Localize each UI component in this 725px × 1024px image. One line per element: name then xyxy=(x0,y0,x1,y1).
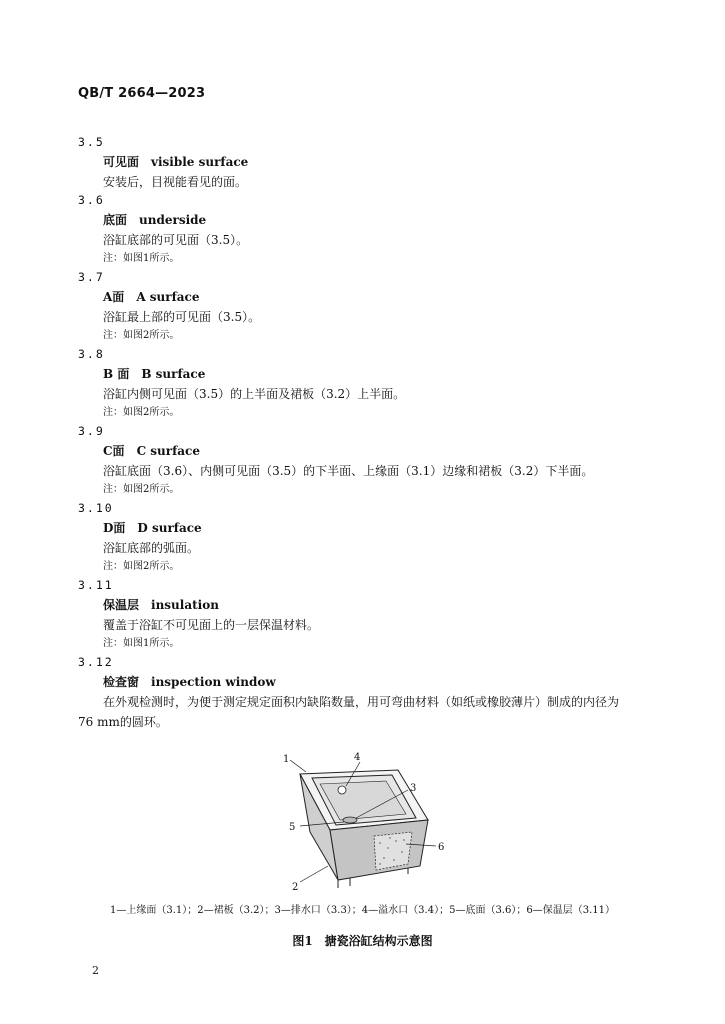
clause-3-10 xyxy=(78,498,658,576)
clause-number: 3.11 xyxy=(78,578,114,592)
callout-1: 1 xyxy=(283,754,290,765)
clause-3-11 xyxy=(78,575,658,653)
term-line xyxy=(78,210,658,230)
note: 注：如图2所示。 xyxy=(103,561,180,572)
callout-2: 2 xyxy=(292,882,299,893)
term-line xyxy=(78,152,658,172)
term-zh: D面 xyxy=(103,521,126,535)
term-en: underside xyxy=(139,213,207,227)
term-en: visible surface xyxy=(151,155,249,169)
term-en: inspection window xyxy=(151,675,276,689)
definition: 浴缸底面（3.6）、内侧可见面（3.5）的下半面、上缘面（3.1）边缘和裙板（3.2）下半面。 xyxy=(103,464,594,478)
drain-outlet xyxy=(343,817,357,823)
clause-3-5 xyxy=(78,132,658,192)
term-line xyxy=(78,672,658,692)
figure-title: 图1 搪瓷浴缸结构示意图 xyxy=(292,934,433,948)
clause-number: 3.12 xyxy=(78,655,114,669)
callout-3: 3 xyxy=(410,783,417,794)
definition-line-2: 76 mm的圆环。 xyxy=(78,715,168,729)
page-number: 2 xyxy=(92,964,99,977)
definition: 浴缸内侧可见面（3.5）的上半面及裙板（3.2）上半面。 xyxy=(103,387,406,401)
clause-3-9 xyxy=(78,421,658,499)
definition: 覆盖于浴缸不可见面上的一层保温材料。 xyxy=(103,618,320,632)
clause-number: 3.5 xyxy=(78,135,105,149)
term-zh: C面 xyxy=(103,444,125,458)
term-line xyxy=(78,287,658,307)
term-zh: B 面 xyxy=(103,367,130,381)
term-en: D surface xyxy=(137,521,202,535)
callout-6: 6 xyxy=(438,842,445,853)
definition xyxy=(78,692,658,732)
term-en: B surface xyxy=(141,367,206,381)
note: 注：如图2所示。 xyxy=(103,484,180,495)
note: 注：如图2所示。 xyxy=(103,407,180,418)
note: 注：如图1所示。 xyxy=(103,638,180,649)
callout-5: 5 xyxy=(289,822,296,833)
term-en: C surface xyxy=(136,444,200,458)
clause-3-6 xyxy=(78,190,658,268)
clause-number: 3.9 xyxy=(78,424,105,438)
term-zh: A面 xyxy=(103,290,125,304)
overflow-hole xyxy=(338,786,346,794)
term-line xyxy=(78,518,658,538)
note: 注：如图2所示。 xyxy=(103,330,180,341)
clause-number: 3.8 xyxy=(78,347,105,361)
callout-4: 4 xyxy=(354,752,361,763)
term-zh: 底面 xyxy=(103,213,128,227)
term-line xyxy=(78,441,658,461)
term-zh: 保温层 xyxy=(103,598,140,612)
term-line xyxy=(78,595,658,615)
definition: 浴缸最上部的可见面（3.5）。 xyxy=(103,310,261,324)
term-en: A surface xyxy=(136,290,200,304)
clause-3-12 xyxy=(78,652,658,732)
definition: 浴缸底部的弧面。 xyxy=(103,541,200,555)
standard-code-header: QB/T 2664—2023 xyxy=(78,86,206,101)
clause-3-8 xyxy=(78,344,658,422)
definition: 浴缸底部的可见面（3.5）。 xyxy=(103,233,249,247)
definition: 安装后，目视能看见的面。 xyxy=(103,175,248,189)
definition-line-1: 在外观检测时，为便于测定规定面积内缺陷数量，用可弯曲材料（如纸或橡胶薄片）制成的内径为 xyxy=(103,695,620,709)
term-en: insulation xyxy=(151,598,219,612)
term-line xyxy=(78,364,658,384)
clause-number: 3.6 xyxy=(78,193,105,207)
bathtub-diagram xyxy=(280,748,455,898)
note: 注：如图1所示。 xyxy=(103,253,180,264)
term-zh: 可见面 xyxy=(103,155,140,169)
term-zh: 检查窗 xyxy=(103,675,140,689)
clause-number: 3.7 xyxy=(78,270,105,284)
figure-legend: 1—上缘面（3.1）；2—裙板（3.2）；3—排水口（3.3）；4—溢水口（3.4）；5—底面（3.6）；6—保温层（3.11） xyxy=(110,905,615,916)
clause-number: 3.10 xyxy=(78,501,114,515)
clause-3-7 xyxy=(78,267,658,345)
